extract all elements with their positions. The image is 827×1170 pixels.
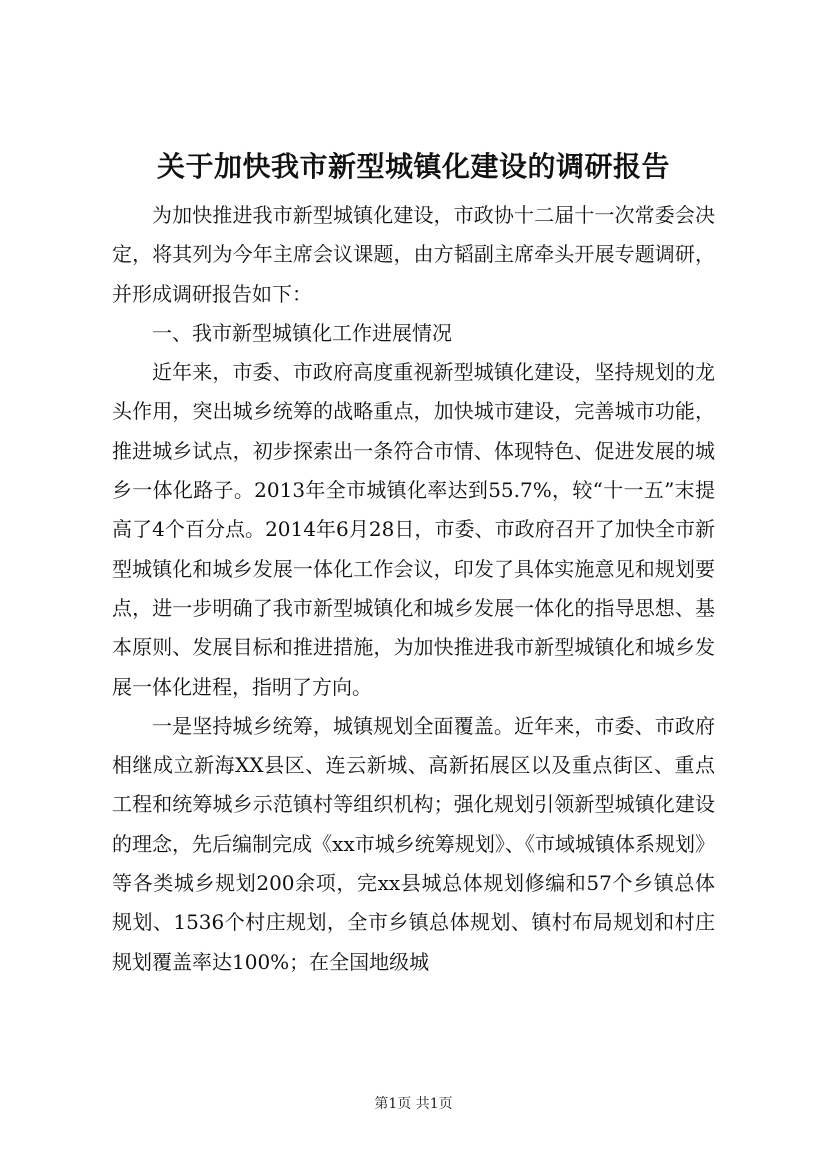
intro-paragraph: 为加快推进我市新型城镇化建设，市政协十二届十一次常委会决定，将其列为今年主席会议课题，由方韬副主席牵头开展专题调研，并形成调研报告如下： xyxy=(112,203,715,306)
section-heading: 一、我市新型城镇化工作进展情况 xyxy=(152,320,452,345)
document-body xyxy=(112,196,715,982)
document-title: 关于加快我市新型城镇化建设的调研报告 xyxy=(156,150,670,183)
page-footer: 第1页 共1页 xyxy=(374,1096,453,1112)
progress-paragraph: 近年来，市委、市政府高度重视新型城镇化建设，坚持规划的龙头作用，突出城乡统筹的战略重点，加快城市建设，完善城市功能，推进城乡试点，初步探索出一条符合市情、体现特色、促进发展的城乡一体化路子。2013年全市城镇化率达到55.7%，较“十一五”末提高了4个百分点。2014年6月28日，市委、市政府召开了加快全市新型城镇化和城乡发展一体化工作会议，印发了具体实施意见和规划要点，进一步明确了我市新型城镇化和城乡发展一体化的指导思想、基本原则、发展目标和推进措施，为加快推进我市新型城镇化和城乡发展一体化进程，指明了方向。 xyxy=(112,360,715,699)
planning-paragraph: 一是坚持城乡统筹，城镇规划全面覆盖。近年来，市委、市政府相继成立新海XX县区、连云新城、高新拓展区以及重点街区、重点工程和统筹城乡示范镇村等组织机构；强化规划引领新型城镇化建设的理念，先后编制完成《xx市城乡统筹规划》、《市域城镇体系规划》等各类城乡规划200余项，完xx县城总体规划修编和57个乡镇总体规划、1536个村庄规划，全市乡镇总体规划、镇村布局规划和村庄规划覆盖率达100%；在全国地级城 xyxy=(112,713,715,974)
